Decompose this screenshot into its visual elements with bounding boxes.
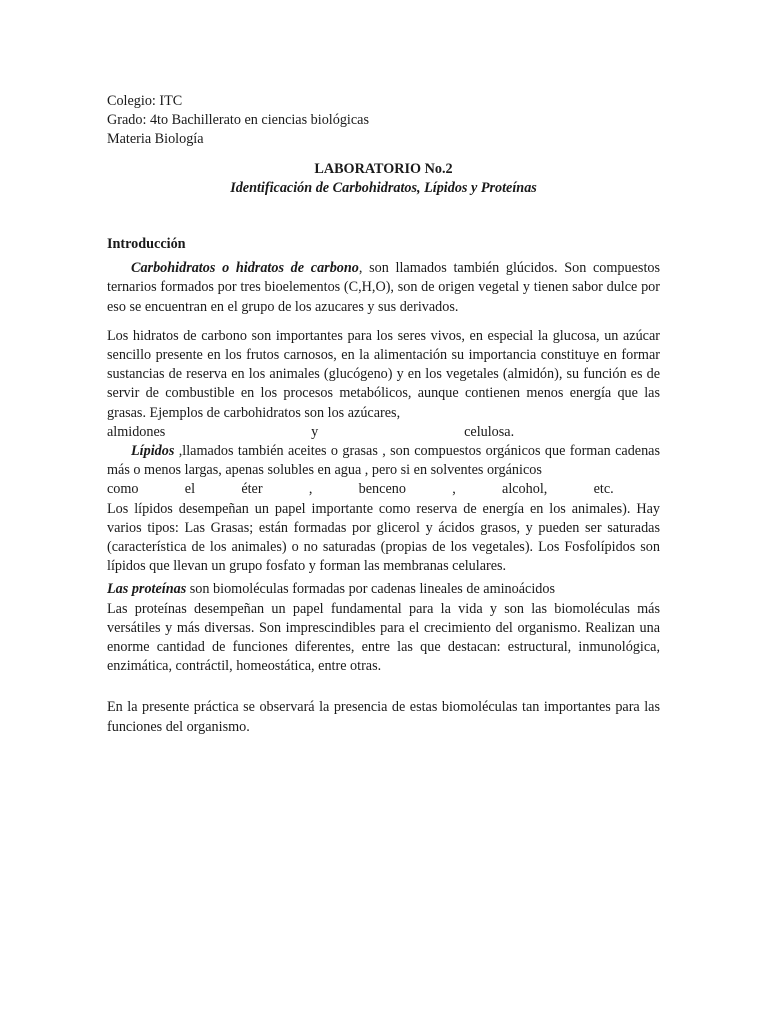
lipids-solvents-line — [107, 480, 660, 499]
lipids-term: Lípidos — [131, 443, 175, 460]
solvent-word: como — [107, 481, 139, 498]
title-block — [107, 160, 660, 198]
proteins-term: Las proteínas — [107, 581, 187, 598]
solvent-word: , — [452, 481, 456, 498]
lab-title: LABORATORIO No.2 — [314, 160, 453, 177]
solvent-word: etc. — [593, 481, 614, 498]
proteins-detail-paragraph: Las proteínas desempeñan un papel fundamental para la vida y son las biomoléculas más versátiles y más diversas. Son imprescindibles para el crecimiento del organismo. Realizan una enorme cantidad de funciones diferentes, entre las que destacan: estructural, inmunológica, enzimática, contráctil, homeostática, entre otras. — [107, 600, 660, 675]
carbs-example-word: celulosa. — [464, 423, 515, 440]
carbs-term: Carbohidratos o hidratos de carbono — [131, 260, 359, 277]
carbs-detail-paragraph: Los hidratos de carbono son importantes para los seres vivos, en especial la glucosa, un azúcar sencillo presente en los frutos carnosos, en la alimentación su importancia constituye en formar sustancias de reserva en los animales (glucógeno) y en los vegetales (almidón), su función es de servir de combustible en los procesos metabólicos, aunque contienen menos energía que las grasas. Ejemplos de carbohidratos son los azúcares, — [107, 327, 660, 421]
lipids-paragraph — [107, 442, 660, 480]
document-header — [107, 92, 660, 150]
proteins-text: son biomoléculas formadas por cadenas lineales de aminoácidos — [186, 581, 555, 598]
solvent-word: éter — [241, 481, 263, 498]
solvent-word: alcohol, — [502, 481, 548, 498]
school-line: Colegio: ITC — [107, 93, 183, 109]
solvent-word: benceno — [358, 481, 406, 498]
lipids-detail-paragraph: Los lípidos desempeñan un papel importante como reserva de energía en los animales). Hay varios tipos: Las Grasas; están formadas por glicerol y ácidos grasos, y pueden ser saturadas (característica de los animales) o no saturadas (propias de los vegetales). Los Fosfolípidos son lípidos que llevan un grupo fosfato y forman las membranas celulares. — [107, 500, 660, 575]
proteins-intro-line — [107, 580, 660, 599]
grade-line: Grado: 4to Bachillerato en ciencias biológicas — [107, 112, 369, 129]
introduction-heading: Introducción — [107, 236, 186, 253]
carbs-paragraph — [107, 259, 660, 317]
solvent-word: el — [184, 481, 196, 498]
closing-paragraph: En la presente práctica se observará la presencia de estas biomoléculas tan importantes para las funciones del organismo. — [107, 699, 660, 735]
carbs-example-word: almidones — [107, 423, 166, 440]
carbs-examples-line — [107, 423, 660, 442]
lab-subtitle: Identificación de Carbohidratos, Lípidos y Proteínas — [230, 179, 537, 196]
lipids-text: ,llamados también aceites o grasas , son compuestos orgánicos que forman cadenas más o menos largas, apenas solubles en agua , pero si en solventes orgánicos — [107, 443, 660, 479]
document-content — [107, 92, 660, 737]
subject-line: Materia Biología — [107, 131, 204, 148]
carbs-text: , son llamados también glúcidos. Son compuestos ternarios formados por tres bioelementos (C,H,O), son de origen vegetal y tienen sabor dulce por eso se encuentran en el grupo de los azucares y sus derivados. — [107, 260, 660, 315]
carbs-example-word: y — [311, 423, 319, 440]
solvent-word: , — [308, 481, 313, 498]
